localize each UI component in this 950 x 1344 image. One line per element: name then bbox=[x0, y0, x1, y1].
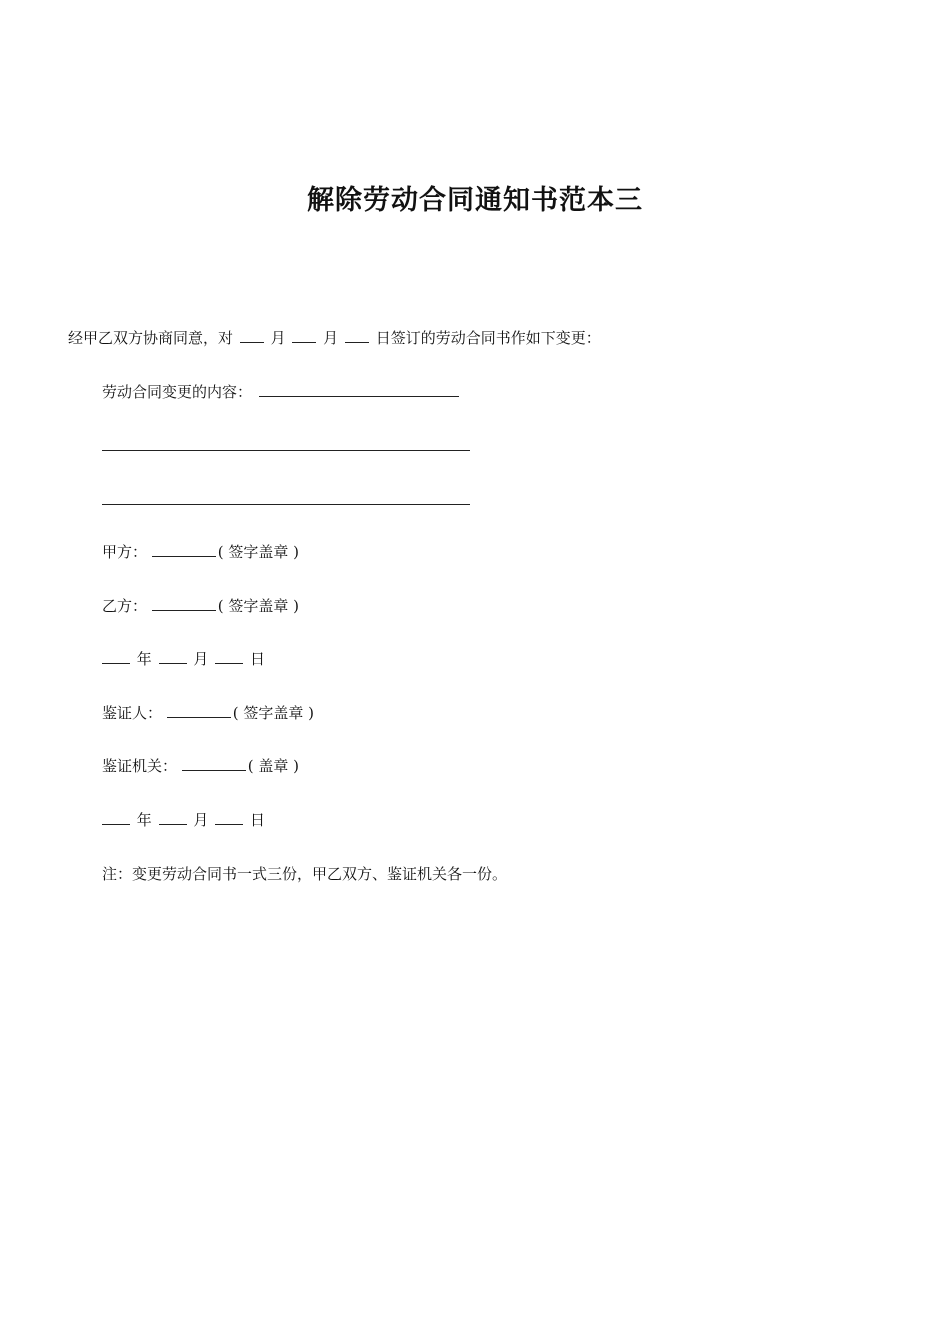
party-a-line bbox=[102, 542, 299, 562]
blank-field bbox=[345, 328, 369, 343]
blank-field bbox=[102, 436, 470, 451]
blank-field bbox=[215, 649, 243, 664]
date-1-year: 年 bbox=[136, 650, 152, 668]
blank-field bbox=[259, 382, 459, 397]
signature-blank bbox=[182, 756, 246, 771]
party-b-line bbox=[102, 596, 299, 616]
date-line-1 bbox=[102, 649, 265, 669]
date-2-year: 年 bbox=[136, 811, 152, 829]
date-1-day: 日 bbox=[249, 650, 265, 668]
change-content-line bbox=[102, 382, 461, 402]
party-a-note: ( 签字盖章 ) bbox=[217, 543, 300, 561]
intro-month-a: 月 bbox=[270, 329, 286, 347]
witness-org-note: ( 盖章 ) bbox=[247, 757, 300, 775]
document-title: 解除劳动合同通知书范本三 bbox=[307, 185, 643, 216]
party-a-label: 甲方： bbox=[102, 543, 148, 561]
date-2-month: 月 bbox=[193, 811, 209, 829]
signature-blank bbox=[152, 596, 216, 611]
witness-line bbox=[102, 703, 314, 723]
blank-field bbox=[240, 328, 264, 343]
date-1-month: 月 bbox=[193, 650, 209, 668]
intro-paragraph bbox=[68, 328, 601, 348]
blank-field bbox=[102, 649, 130, 664]
party-b-label: 乙方： bbox=[102, 597, 148, 615]
intro-month-b: 月 bbox=[323, 329, 339, 347]
intro-suffix: 日签订的劳动合同书作如下变更： bbox=[375, 329, 601, 347]
witness-org-label: 鉴证机关： bbox=[102, 757, 178, 775]
blank-field bbox=[159, 649, 187, 664]
signature-blank bbox=[152, 542, 216, 557]
blank-field bbox=[215, 810, 243, 825]
date-line-2 bbox=[102, 810, 265, 830]
date-2-day: 日 bbox=[249, 811, 265, 829]
blank-field bbox=[292, 328, 316, 343]
change-content-continuation-1 bbox=[102, 436, 470, 456]
signature-blank bbox=[167, 703, 231, 718]
witness-note: ( 签字盖章 ) bbox=[232, 704, 315, 722]
change-content-label: 劳动合同变更的内容： bbox=[102, 383, 253, 401]
blank-field bbox=[159, 810, 187, 825]
party-b-note: ( 签字盖章 ) bbox=[217, 597, 300, 615]
blank-field bbox=[102, 810, 130, 825]
witness-org-line bbox=[102, 756, 299, 776]
blank-field bbox=[102, 490, 470, 505]
witness-label: 鉴证人： bbox=[102, 704, 163, 722]
intro-prefix: 经甲乙双方协商同意，对 bbox=[68, 329, 234, 347]
change-content-continuation-2 bbox=[102, 490, 470, 510]
footnote: 注：变更劳动合同书一式三份，甲乙双方、鉴证机关各一份。 bbox=[102, 865, 508, 883]
